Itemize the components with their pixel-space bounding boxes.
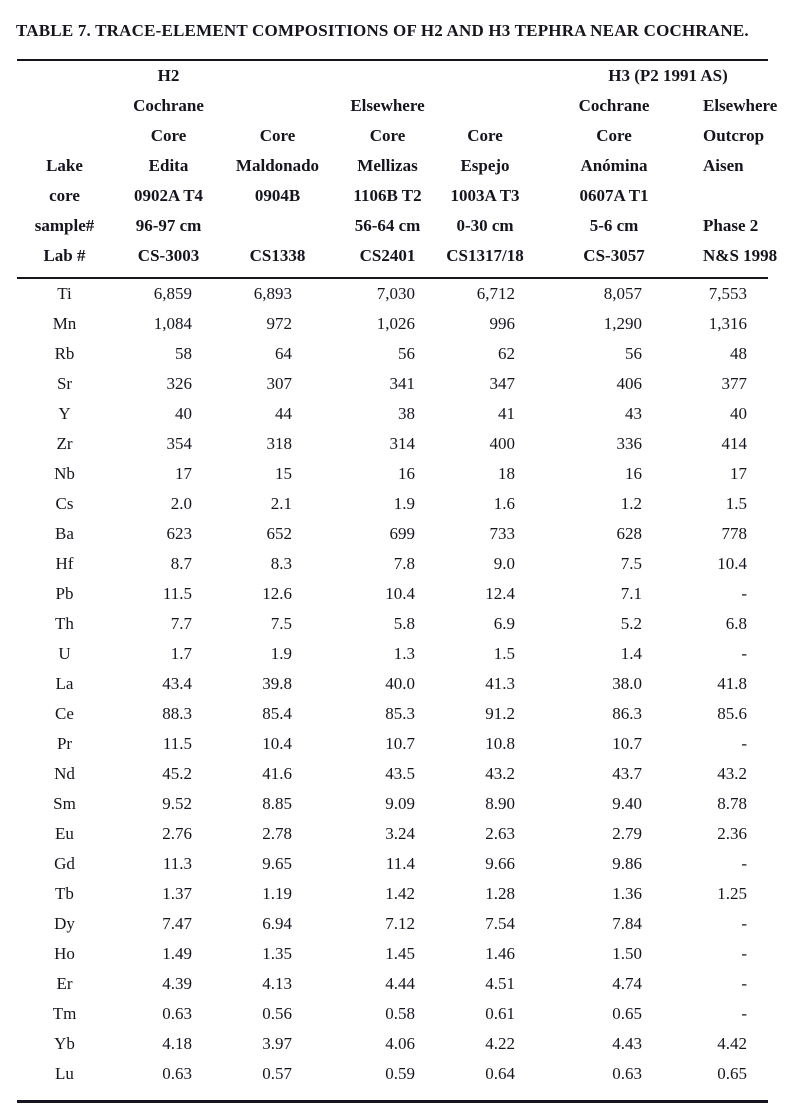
table-row [17, 1029, 768, 1059]
value-cell: 9.09 [385, 794, 415, 813]
value-cell: 17 [175, 464, 192, 483]
header-cell: Elsewhere [703, 96, 778, 115]
value-cell: 778 [721, 524, 748, 543]
value-cell: 0.65 [612, 1004, 642, 1023]
value-cell: 10.4 [262, 734, 292, 753]
value-cell: 43.2 [717, 764, 748, 783]
value-cell: 86.3 [612, 704, 642, 723]
value-cell: 2.1 [270, 494, 292, 513]
value-cell: 7.5 [620, 554, 642, 573]
element-label: Cs [55, 494, 74, 513]
value-cell: 377 [721, 374, 748, 393]
value-cell: 10.4 [717, 554, 748, 573]
header-cell: Maldonado [235, 156, 320, 175]
header-cell: Edita [148, 156, 189, 175]
value-cell: 9.0 [493, 554, 515, 573]
value-cell: 1.9 [393, 494, 415, 513]
element-label: Dy [54, 914, 75, 933]
value-cell: 354 [166, 434, 192, 453]
value-cell: 1.9 [270, 644, 292, 663]
value-cell: 11.3 [162, 854, 192, 873]
value-cell: 1.28 [485, 884, 515, 903]
trace-element-table [17, 59, 778, 1103]
header-row [17, 151, 768, 181]
value-cell: 9.65 [262, 854, 292, 873]
header-cell: CS-3057 [525, 241, 703, 278]
header-row [17, 241, 768, 278]
header-cell: 1003A T3 [450, 186, 520, 205]
value-cell: 4.51 [485, 974, 515, 993]
header-cell: N&S 1998 [703, 241, 768, 278]
value-cell: - [741, 914, 748, 933]
value-cell: 2.79 [612, 824, 642, 843]
table-row [17, 579, 768, 609]
value-cell: 1,084 [153, 314, 192, 333]
value-cell: 4.42 [717, 1034, 748, 1053]
value-cell: 88.3 [162, 704, 192, 723]
header-cell [225, 60, 330, 91]
value-cell: 10.7 [385, 734, 415, 753]
table-row [17, 939, 768, 969]
header-row [17, 91, 768, 121]
element-label: U [58, 644, 71, 663]
value-cell: 8.90 [485, 794, 515, 813]
header-cell [17, 91, 112, 121]
table-row [17, 549, 768, 579]
header-row [17, 60, 768, 91]
header-cell [17, 121, 112, 151]
value-cell: 628 [616, 524, 642, 543]
value-cell: 3.24 [385, 824, 415, 843]
value-cell: 406 [616, 374, 642, 393]
value-cell: 38 [398, 404, 415, 423]
value-cell: 7.5 [270, 614, 292, 633]
element-label: Th [55, 614, 74, 633]
header-cell: sample# [34, 216, 95, 235]
value-cell: 7.84 [612, 914, 642, 933]
value-cell: 11.5 [162, 584, 192, 603]
value-cell: 0.63 [162, 1064, 192, 1083]
header-cell: CS-3003 [112, 241, 225, 278]
value-cell: 4.22 [485, 1034, 515, 1053]
value-cell: 43 [625, 404, 642, 423]
value-cell: 1.5 [493, 644, 515, 663]
value-cell: 996 [489, 314, 515, 333]
table-row [17, 669, 768, 699]
value-cell: 414 [721, 434, 748, 453]
header-cell [703, 181, 768, 211]
value-cell: 8.3 [270, 554, 292, 573]
value-cell: 0.57 [262, 1064, 292, 1083]
value-cell: 40 [730, 404, 748, 423]
header-cell: 0607A T1 [579, 186, 649, 205]
value-cell: 91.2 [485, 704, 515, 723]
value-cell: 1.50 [612, 944, 642, 963]
value-cell: 307 [266, 374, 292, 393]
value-cell: 326 [166, 374, 192, 393]
header-cell: 0902A T4 [133, 186, 204, 205]
value-cell: 0.65 [717, 1064, 748, 1083]
value-cell: 43.2 [485, 764, 515, 783]
value-cell: 0.59 [385, 1064, 415, 1083]
header-cell: Core [596, 126, 632, 145]
value-cell: - [741, 1004, 748, 1023]
table-row [17, 909, 768, 939]
element-label: Y [58, 404, 71, 423]
value-cell: 44 [275, 404, 292, 423]
value-cell: 7.8 [393, 554, 415, 573]
value-cell: 0.61 [485, 1004, 515, 1023]
table-row [17, 309, 768, 339]
value-cell: 17 [730, 464, 748, 483]
value-cell: 733 [489, 524, 515, 543]
value-cell: 1.36 [612, 884, 642, 903]
value-cell: 7.54 [485, 914, 515, 933]
value-cell: 41.3 [485, 674, 515, 693]
value-cell: 1.49 [162, 944, 192, 963]
value-cell: 43.4 [162, 674, 192, 693]
element-label: La [55, 674, 74, 693]
value-cell: 652 [266, 524, 292, 543]
header-cell [445, 60, 525, 91]
value-cell: 1.2 [620, 494, 642, 513]
value-cell: 10.4 [385, 584, 415, 603]
header-cell [17, 60, 112, 91]
header-cell: Lab # [17, 241, 112, 278]
header-cell [225, 211, 330, 241]
value-cell: 1.7 [170, 644, 192, 663]
value-cell: 9.86 [612, 854, 642, 873]
value-cell: 699 [389, 524, 415, 543]
value-cell: 972 [266, 314, 292, 333]
value-cell: 2.78 [262, 824, 292, 843]
header-cell: Espejo [460, 156, 510, 175]
value-cell: 5.2 [620, 614, 642, 633]
value-cell: 6,893 [253, 284, 292, 303]
value-cell: - [741, 584, 748, 603]
table-row [17, 699, 768, 729]
header-row [17, 181, 768, 211]
table-row [17, 819, 768, 849]
value-cell: 318 [266, 434, 292, 453]
value-cell: 347 [489, 374, 515, 393]
value-cell: 4.43 [612, 1034, 642, 1053]
table-row [17, 399, 768, 429]
value-cell: 10.7 [612, 734, 642, 753]
header-cell: CS1317/18 [445, 241, 525, 278]
header-cell: Mellizas [357, 156, 418, 175]
header-cell: CS2401 [330, 241, 445, 278]
element-label: Tm [52, 1004, 77, 1023]
value-cell: 6.9 [493, 614, 515, 633]
element-label: Eu [55, 824, 74, 843]
value-cell: 341 [389, 374, 415, 393]
element-label: Nd [54, 764, 75, 783]
header-row [17, 211, 768, 241]
value-cell: 9.40 [612, 794, 642, 813]
value-cell: 6.8 [725, 614, 748, 633]
header-cell: 0-30 cm [456, 216, 514, 235]
value-cell: 56 [625, 344, 642, 363]
element-label: Ti [57, 284, 72, 303]
value-cell: 48 [730, 344, 748, 363]
element-label: Pb [55, 584, 74, 603]
value-cell: 39.8 [262, 674, 292, 693]
header-cell: core [49, 186, 80, 205]
value-cell: 8.78 [717, 794, 748, 813]
value-cell: 16 [625, 464, 642, 483]
value-cell: 1.6 [493, 494, 515, 513]
value-cell: - [741, 734, 748, 753]
table-row [17, 969, 768, 999]
element-label: Rb [54, 344, 75, 363]
table-row [17, 759, 768, 789]
table-row [17, 879, 768, 909]
value-cell: 15 [275, 464, 292, 483]
value-cell: 8.85 [262, 794, 292, 813]
value-cell: 1.42 [385, 884, 415, 903]
value-cell: - [741, 974, 748, 993]
header-cell: Phase 2 [703, 216, 759, 235]
element-label: Tb [55, 884, 74, 903]
table-head [17, 60, 778, 278]
element-label: Hf [55, 554, 74, 573]
element-label: Pr [56, 734, 73, 753]
table-title: TABLE 7. TRACE-ELEMENT COMPOSITIONS OF H2 AND H3 TEPHRA NEAR COCHRANE. [16, 21, 749, 40]
value-cell: - [741, 944, 748, 963]
value-cell: 18 [498, 464, 515, 483]
value-cell: 4.44 [385, 974, 415, 993]
header-cell: Core [467, 126, 503, 145]
value-cell: 1,026 [376, 314, 415, 333]
table-row [17, 849, 768, 879]
header-cell: 96-97 cm [135, 216, 202, 235]
value-cell: 4.74 [612, 974, 642, 993]
value-cell: 6,859 [153, 284, 192, 303]
element-label: Gd [54, 854, 75, 873]
value-cell: 7.47 [162, 914, 192, 933]
value-cell: 6.94 [262, 914, 292, 933]
value-cell: 1.5 [725, 494, 748, 513]
value-cell: 623 [166, 524, 192, 543]
value-cell: 2.63 [485, 824, 515, 843]
value-cell: 58 [175, 344, 192, 363]
value-cell: 7,553 [708, 284, 748, 303]
element-label: Er [56, 974, 73, 993]
value-cell: 7.7 [170, 614, 192, 633]
header-cell: 1106B T2 [353, 186, 422, 205]
table-row [17, 609, 768, 639]
value-cell: 1,316 [708, 314, 748, 333]
value-cell: 0.63 [612, 1064, 642, 1083]
header-cell: Core [259, 126, 296, 145]
value-cell: 0.56 [262, 1004, 292, 1023]
table-row [17, 339, 768, 369]
value-cell: 1.37 [162, 884, 192, 903]
value-cell: 400 [489, 434, 515, 453]
table-row [17, 519, 768, 549]
header-cell: Elsewhere [350, 96, 425, 115]
header-cell [225, 91, 330, 121]
value-cell: 0.63 [162, 1004, 192, 1023]
value-cell: 56 [398, 344, 415, 363]
element-label: Nb [54, 464, 75, 483]
value-cell: 41.6 [262, 764, 292, 783]
header-cell: CS1338 [225, 241, 330, 278]
value-cell: 9.52 [162, 794, 192, 813]
value-cell: 8.7 [170, 554, 192, 573]
table-row [17, 369, 768, 399]
value-cell: 43.7 [612, 764, 642, 783]
value-cell: 41 [498, 404, 515, 423]
value-cell: 38.0 [612, 674, 642, 693]
value-cell: 1.35 [262, 944, 292, 963]
element-label: Yb [54, 1034, 75, 1053]
table-row [17, 489, 768, 519]
header-cell: 5-6 cm [589, 216, 639, 235]
value-cell: 12.4 [485, 584, 515, 603]
value-cell: 7,030 [376, 284, 415, 303]
header-cell: Cochrane [133, 96, 204, 115]
table-body [17, 278, 768, 1102]
value-cell: 5.8 [393, 614, 415, 633]
table-row [17, 729, 768, 759]
value-cell: 1.19 [262, 884, 292, 903]
element-label: Sm [53, 794, 76, 813]
header-cell: Core [369, 126, 406, 145]
value-cell: 2.0 [170, 494, 192, 513]
header-cell: Anómina [580, 156, 648, 175]
table-row [17, 429, 768, 459]
value-cell: 7.1 [620, 584, 642, 603]
value-cell: 1.4 [620, 644, 642, 663]
table-row [17, 278, 768, 309]
header-cell: 0904B [254, 186, 301, 205]
element-label: Zr [56, 434, 73, 453]
value-cell: 9.66 [485, 854, 515, 873]
value-cell: 85.4 [262, 704, 292, 723]
value-cell: 40.0 [385, 674, 415, 693]
value-cell: 3.97 [262, 1034, 292, 1053]
value-cell: 11.4 [385, 854, 415, 873]
value-cell: 336 [616, 434, 642, 453]
value-cell: 43.5 [385, 764, 415, 783]
value-cell: 1.45 [385, 944, 415, 963]
value-cell: 85.6 [717, 704, 748, 723]
value-cell: 4.06 [385, 1034, 415, 1053]
table-row [17, 639, 768, 669]
header-cell: Cochrane [578, 96, 650, 115]
value-cell: 4.13 [262, 974, 292, 993]
header-cell: Lake [46, 156, 83, 175]
value-cell: 0.64 [485, 1064, 515, 1083]
value-cell: 64 [275, 344, 292, 363]
value-cell: 6,712 [476, 284, 515, 303]
header-cell: Aisen [703, 156, 744, 175]
value-cell: 1.3 [393, 644, 415, 663]
value-cell: 4.39 [162, 974, 192, 993]
value-cell: 0.58 [385, 1004, 415, 1023]
header-cell: H2 [157, 66, 180, 85]
value-cell: - [741, 854, 748, 873]
value-cell: 11.5 [162, 734, 192, 753]
value-cell: 40 [175, 404, 192, 423]
table-row [17, 459, 768, 489]
value-cell: 2.76 [162, 824, 192, 843]
header-cell: Core [150, 126, 187, 145]
header-cell: 56-64 cm [354, 216, 421, 235]
value-cell: 1,290 [603, 314, 642, 333]
header-cell: H3 (P2 1991 AS) [608, 66, 728, 85]
element-label: Ho [54, 944, 75, 963]
element-label: Mn [52, 314, 77, 333]
value-cell: 45.2 [162, 764, 192, 783]
value-cell: 314 [389, 434, 415, 453]
table-row [17, 999, 768, 1029]
value-cell: 62 [498, 344, 515, 363]
value-cell: 8,057 [603, 284, 642, 303]
element-label: Sr [56, 374, 73, 393]
value-cell: 1.25 [717, 884, 748, 903]
value-cell: 10.8 [485, 734, 515, 753]
value-cell: 2.36 [717, 824, 748, 843]
value-cell: 12.6 [262, 584, 292, 603]
header-cell [330, 60, 445, 91]
element-label: Ba [55, 524, 74, 543]
value-cell: 4.18 [162, 1034, 192, 1053]
header-row [17, 121, 768, 151]
header-cell: Outcrop [703, 126, 765, 145]
table-row [17, 1059, 768, 1102]
value-cell: 85.3 [385, 704, 415, 723]
value-cell: 41.8 [717, 674, 748, 693]
value-cell: - [741, 644, 748, 663]
element-label: Ce [55, 704, 74, 723]
value-cell: 7.12 [385, 914, 415, 933]
header-cell [445, 91, 525, 121]
value-cell: 1.46 [485, 944, 515, 963]
value-cell: 16 [398, 464, 415, 483]
element-label: Lu [55, 1064, 74, 1083]
table-row [17, 789, 768, 819]
